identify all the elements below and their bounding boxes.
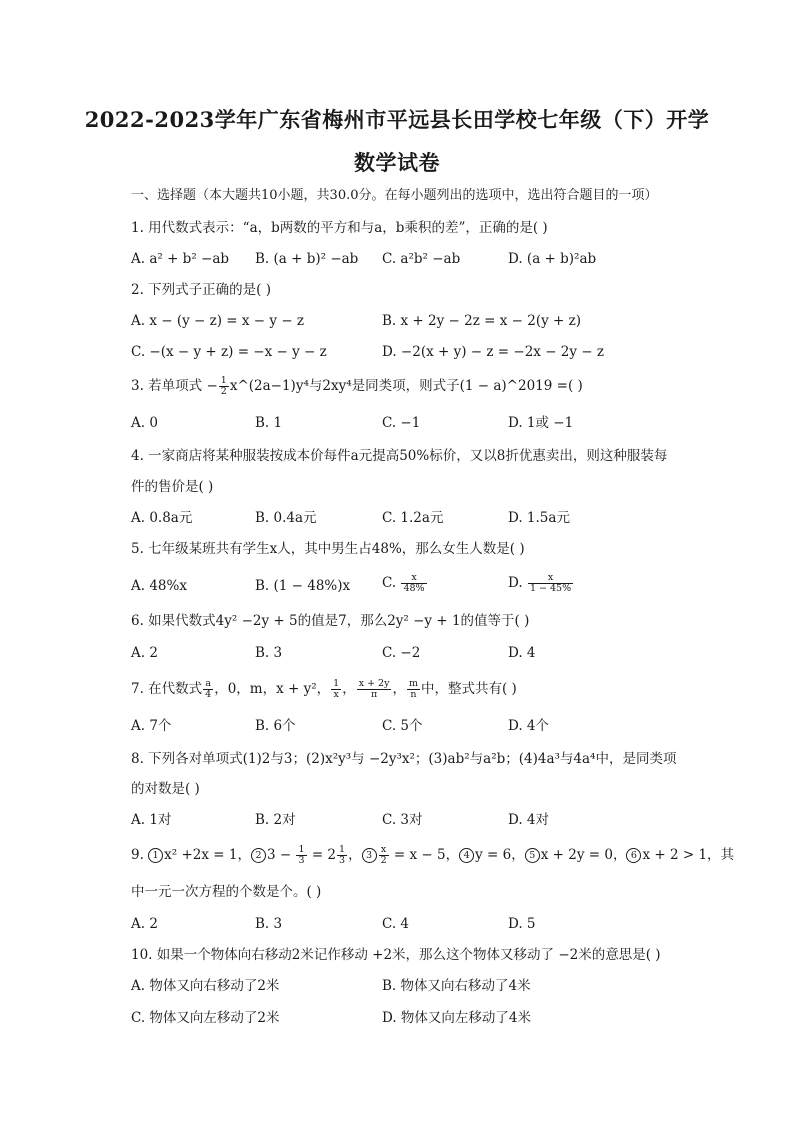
- q6-option-d[interactable]: D. 4: [508, 645, 536, 661]
- q5-option-d[interactable]: [508, 573, 574, 594]
- q7-fraction-1: [203, 679, 213, 700]
- q9-eq-2b: = 2: [307, 847, 337, 863]
- q1-option-a[interactable]: A. a² + b² −ab: [131, 251, 230, 267]
- q5-c-num: x: [401, 573, 426, 584]
- q1-option-c[interactable]: C. a²b² −ab: [382, 251, 461, 267]
- q3-frac-num: 1: [220, 375, 227, 386]
- q4-option-c[interactable]: C. 1.2a元: [382, 510, 444, 526]
- q1-option-d[interactable]: D. (a + b)²ab: [508, 251, 597, 267]
- circled-number-4: 4: [459, 848, 474, 863]
- question-2: 2. 下列式子正确的是( ): [131, 282, 271, 298]
- q7-option-d[interactable]: D. 4个: [508, 718, 550, 734]
- q7-f3-num: x + 2y: [358, 678, 390, 689]
- q4-option-a[interactable]: A. 0.8a元: [131, 510, 193, 526]
- question-3: [131, 376, 583, 397]
- q7-fraction-2: [331, 679, 341, 700]
- q9-number: 9.: [131, 847, 149, 863]
- question-10: 10. 如果一个物体向右移动2米记作移动 +2米，那么这个物体又移动了 −2米的意思是( ): [131, 947, 661, 963]
- title-line-2: 数学试卷: [354, 150, 440, 175]
- question-5: 5. 七年级某班共有学生x人，其中男生占48%，那么女生人数是( ): [131, 541, 525, 557]
- q7-fraction-4: [407, 679, 420, 700]
- q2-option-b[interactable]: B. x + 2y − 2z = x − 2(y + z): [382, 313, 581, 329]
- question-4-line-2: 件的售价是( ): [131, 479, 214, 495]
- q8-option-c[interactable]: C. 3对: [382, 812, 423, 828]
- question-9-line-1: [131, 845, 734, 866]
- q2-option-a[interactable]: A. x − (y − z) = x − y − z: [131, 313, 305, 329]
- q7-f1-num: a: [203, 679, 213, 690]
- q3-option-d[interactable]: D. 1或 −1: [508, 415, 574, 431]
- q6-option-c[interactable]: C. −2: [382, 645, 421, 661]
- q3-prefix: 3. 若单项式 −: [131, 378, 218, 394]
- q3-rest: x^(2a−1)y⁴与2xy⁴是同类项，则式子(1 − a)^2019 =( ): [229, 378, 583, 394]
- circled-number-5: 5: [525, 848, 540, 863]
- q9-eq-1: x² +2x = 1，: [164, 847, 251, 863]
- q5-option-a[interactable]: A. 48%x: [131, 578, 187, 594]
- circled-number-6: 6: [626, 848, 641, 863]
- q9-eq-2c: ，: [348, 847, 362, 863]
- q3-fraction: [219, 376, 229, 397]
- title-line-1: 2022-2023学年广东省梅州市平远县长田学校七年级（下）开学: [84, 107, 710, 132]
- q9-f2-num: 1: [339, 844, 346, 855]
- question-4-line-1: 4. 一家商店将某种服装按成本价每件a元提高50%标价，又以8折优惠卖出，则这种服装每: [131, 448, 668, 464]
- question-7: [131, 679, 517, 700]
- q9-f1-den: 3: [298, 855, 305, 866]
- q9-option-c[interactable]: C. 4: [382, 916, 410, 932]
- q1-option-b[interactable]: B. (a + b)² −ab: [255, 251, 359, 267]
- q7-f4-den: n: [410, 689, 417, 700]
- question-8-line-1: 8. 下列各对单项式(1)2与3；(2)x²y³与 −2y³x²；(3)ab²与a²b；(4)4a³与4a⁴中，是同类项: [131, 751, 677, 767]
- q5-option-c-label: C.: [382, 575, 397, 591]
- q9-option-b[interactable]: B. 3: [255, 916, 283, 932]
- q9-fraction-3: [379, 845, 389, 866]
- question-8-line-2: 的对数是( ): [131, 781, 200, 797]
- q3-frac-den: 2: [220, 386, 227, 397]
- q9-eq-6: x + 2 > 1，其: [642, 847, 735, 863]
- q3-option-a[interactable]: A. 0: [131, 415, 158, 431]
- q7-fraction-3: [357, 679, 392, 700]
- q9-fraction-1: [296, 845, 306, 866]
- q7-option-c[interactable]: C. 5个: [382, 718, 423, 734]
- question-6: 6. 如果代数式4y² −2y + 5的值是7，那么2y² −y + 1的值等于( ): [131, 613, 530, 629]
- q9-eq-4: y = 6，: [475, 847, 525, 863]
- q5-option-c-fraction: [401, 573, 426, 594]
- q6-option-b[interactable]: B. 3: [255, 645, 283, 661]
- q5-option-c[interactable]: [382, 573, 428, 594]
- q3-option-c[interactable]: C. −1: [382, 415, 421, 431]
- q5-option-b[interactable]: B. (1 − 48%)x: [255, 578, 351, 594]
- q4-option-b[interactable]: B. 0.4a元: [255, 510, 317, 526]
- q5-d-den: 1 − 45%: [529, 583, 572, 594]
- q10-option-b[interactable]: B. 物体又向右移动了4米: [382, 978, 531, 994]
- q9-eq-2a: 3 −: [267, 847, 296, 863]
- q9-eq-5: x + 2y = 0，: [540, 847, 627, 863]
- q8-option-b[interactable]: B. 2对: [255, 812, 296, 828]
- section-heading: 一、选择题（本大题共10小题，共30.0分。在每小题列出的选项中，选出符合题目的一项）: [131, 188, 658, 203]
- q8-option-d[interactable]: D. 4对: [508, 812, 550, 828]
- q10-option-a[interactable]: A. 物体又向右移动了2米: [131, 978, 280, 994]
- circled-number-2: 2: [251, 848, 266, 863]
- question-1: 1. 用代数式表示：“a，b两数的平方和与a，b乘积的差”，正确的是( ): [131, 220, 548, 236]
- circled-number-1: 1: [148, 848, 163, 863]
- q3-option-b[interactable]: B. 1: [255, 415, 283, 431]
- q5-c-den: 48%: [403, 583, 425, 594]
- q7-post: 中，整式共有( ): [421, 681, 517, 697]
- q7-f1-den: 4: [205, 689, 212, 700]
- q9-option-a[interactable]: A. 2: [131, 916, 158, 932]
- q5-option-d-fraction: [528, 573, 573, 594]
- q9-f3-den: 2: [380, 855, 387, 866]
- q7-sep2: ，: [392, 681, 406, 697]
- q9-option-d[interactable]: D. 5: [508, 916, 536, 932]
- q2-option-c[interactable]: C. −(x − y + z) = −x − y − z: [131, 344, 327, 360]
- q7-sep: ，: [342, 681, 356, 697]
- q9-f3-num: x: [379, 845, 389, 856]
- q5-d-num: x: [528, 573, 573, 584]
- q7-f4-num: m: [408, 678, 418, 689]
- circled-number-3: 3: [362, 848, 377, 863]
- q2-option-d[interactable]: D. −2(x + y) − z = −2x − 2y − z: [382, 344, 605, 360]
- q8-option-a[interactable]: A. 1对: [131, 812, 172, 828]
- q6-option-a[interactable]: A. 2: [131, 645, 158, 661]
- q10-option-c[interactable]: C. 物体又向左移动了2米: [131, 1010, 280, 1026]
- q9-eq-3: = x − 5，: [389, 847, 460, 863]
- q7-f3-den: π: [370, 689, 378, 700]
- q9-f1-num: 1: [298, 844, 305, 855]
- question-9-line-2: 中一元一次方程的个数是个。( ): [131, 884, 322, 900]
- q4-option-d[interactable]: D. 1.5a元: [508, 510, 570, 526]
- q7-f2-num: 1: [333, 678, 340, 689]
- q7-mid: ，0，m，x + y²，: [214, 681, 331, 697]
- q7-f2-den: x: [333, 689, 339, 700]
- q10-option-d[interactable]: D. 物体又向左移动了4米: [382, 1010, 532, 1026]
- q7-prefix: 7. 在代数式: [131, 681, 203, 697]
- q5-option-d-label: D.: [508, 575, 523, 591]
- q7-option-a[interactable]: A. 7个: [131, 718, 172, 734]
- q7-option-b[interactable]: B. 6个: [255, 718, 296, 734]
- q9-fraction-2: [337, 845, 347, 866]
- q9-f2-den: 3: [339, 855, 346, 866]
